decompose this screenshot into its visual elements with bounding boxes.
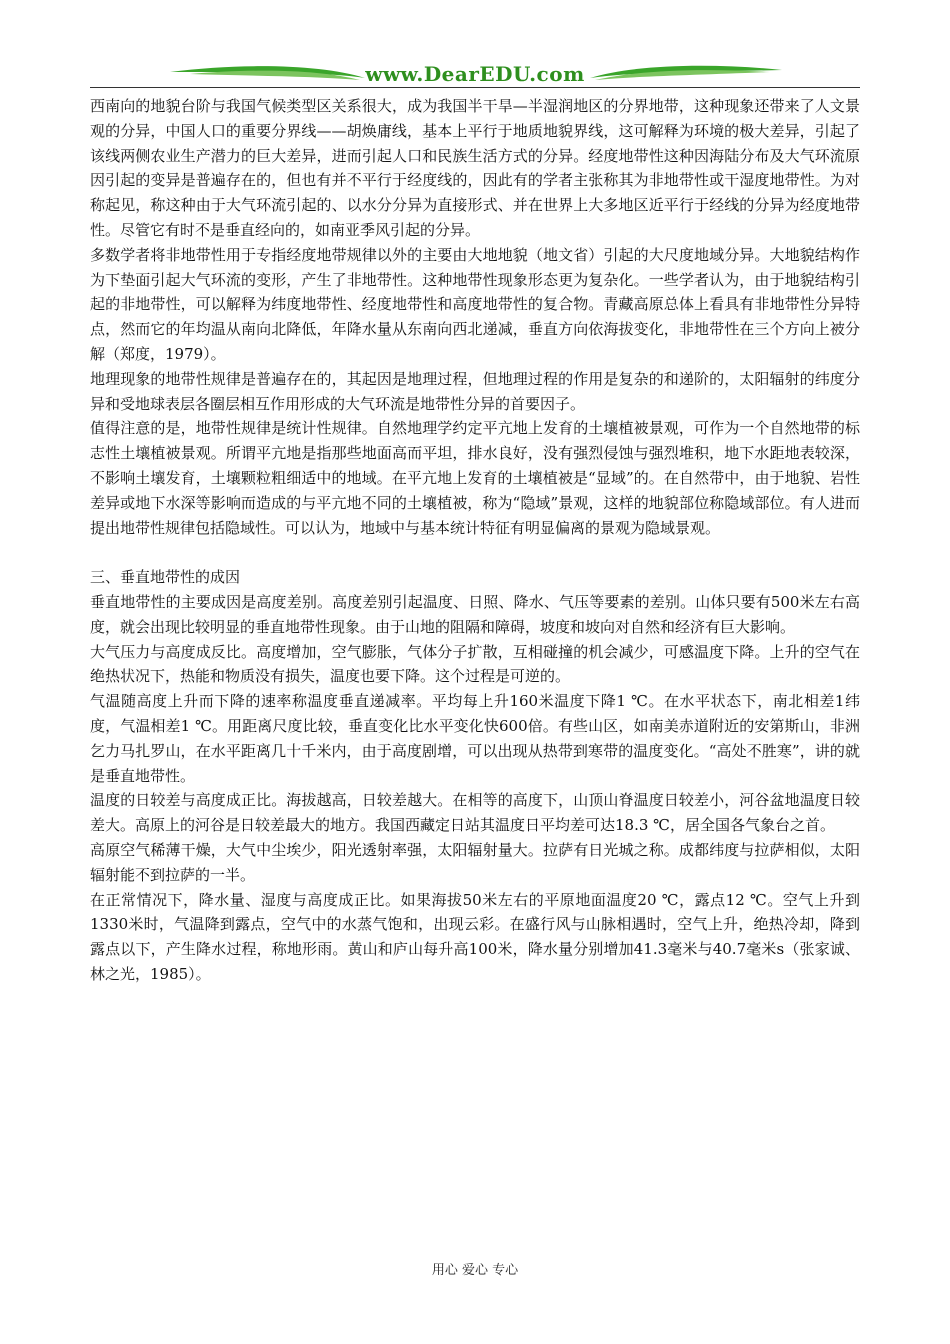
paragraph: 在正常情况下，降水量、湿度与高度成正比。如果海拔50米左右的平原地面温度20 ℃，露点12 ℃。空气上升到1330米时，气温降到露点，空气中的水蒸气饱和，出现云彩。在盛行风与山脉相遇时，空气上升，绝热冷却，降到露点以下，产生降水过程，称地形雨。黄山和庐山每升高100米，降水量分别增加41.3毫米与40.7毫米s（张家诚、林之光，1985）。 <box>90 890 860 983</box>
site-url: www.DearEDU.com <box>365 62 585 86</box>
paragraph: 垂直地带性的主要成因是高度差别。高度差别引起温度、日照、降水、气压等要素的差别。山体只要有500米左右高度，就会出现比较明显的垂直地带性现象。由于山地的阻隔和障碍，坡度和坡向对自然和经济有巨大影响。 <box>90 592 860 636</box>
paragraph: 气温随高度上升而下降的速率称温度垂直递减率。平均每上升160米温度下降1 ℃。在水平状态下，南北相差1纬度，气温相差1 ℃。用距离尺度比较，垂直变化比水平变化快600倍。有些山区，如南美赤道附近的安第斯山，非洲乞力马扎罗山，在水平距离几十千米内，由于高度剧增，可以出现从热带到寒带的温度变化。“高处不胜寒”，讲的就是垂直地带性。 <box>90 692 860 785</box>
paragraph: 温度的日较差与高度成正比。海拔越高，日较差越大。在相等的高度下，山顶山脊温度日较差小，河谷盆地温度日较差大。高原上的河谷是日较差最大的地方。我国西藏定日站其温度日平均差可达18.3 ℃，居全国各气象台之首。 <box>90 791 860 835</box>
section-heading: 三、垂直地带性的成因 <box>90 568 241 587</box>
header-rule <box>90 87 860 88</box>
document-body <box>90 94 860 987</box>
paragraph: 西南向的地貌台阶与我国气候类型区关系很大，成为我国半干旱—半湿润地区的分界地带，这种现象还带来了人文景观的分异，中国人口的重要分界线——胡焕庸线，基本上平行于地质地貌界线，这可解释为环境的极大差异，引起了该线两侧农业生产潜力的巨大差异，进而引起人口和民族生活方式的分异。经度地带性这种因海陆分布及大气环流原因引起的变异是普遍存在的，但也有并不平行于经度线的，因此有的学者主张称其为非地带性或干湿度地带性。为对称起见，称这种由于大气环流引起的、以水分分异为直接形式、并在世界上大多地区近平行于经线的分异为经度地带性。尽管它有时不是垂直经向的，如南亚季风引起的分异。 <box>90 97 860 239</box>
paragraph: 多数学者将非地带性用于专指经度地带规律以外的主要由大地地貌（地文省）引起的大尺度地域分异。大地貌结构作为下垫面引起大气环流的变形，产生了非地带性。这种地带性现象形态更为复杂化。一些学者认为，由于地貌结构引起的非地带性，可以解释为纬度地带性、经度地带性和高度地带性的复合物。青藏高原总体上看具有非地带性分异特点，然而它的年均温从南向北降低，年降水量从东南向西北递减，垂直方向依海拔变化，非地带性在三个方向上被分解（郑度，1979）。 <box>90 245 860 363</box>
paragraph: 大气压力与高度成反比。高度增加，空气膨胀，气体分子扩散，互相碰撞的机会减少，可感温度下降。上升的空气在绝热状况下，热能和物质没有损失，温度也要下降。这个过程是可逆的。 <box>90 642 860 686</box>
paragraph: 值得注意的是，地带性规律是统计性规律。自然地理学约定平亢地上发育的土壤植被景观，可作为一个自然地带的标志性土壤植被景观。所谓平亢地是指那些地面高而平坦，排水良好，没有强烈侵蚀与强烈堆积，地下水距地表较深，不影响土壤发育，土壤颗粒粗细适中的地域。在平亢地上发育的土壤植被是“显域”的。在自然带中，由于地貌、岩性差异或地下水深等影响而造成的与平亢地不同的土壤植被，称为“隐域”景观，这样的地貌部位称隐域部位。有人进而提出地带性规律包括隐域性。可以认为，地域中与基本统计特征有明显偏离的景观为隐域景观。 <box>90 419 860 537</box>
paragraph: 高原空气稀薄干燥，大气中尘埃少，阳光透射率强，太阳辐射量大。拉萨有日光城之称。成都纬度与拉萨相似，太阳辐射能不到拉萨的一半。 <box>90 840 860 884</box>
blank-line <box>90 540 860 565</box>
page-footer: 用心 爱心 专心 <box>431 1263 519 1278</box>
paragraph: 地理现象的地带性规律是普遍存在的，其起因是地理过程，但地理过程的作用是复杂的和递阶的，太阳辐射的纬度分异和受地球表层各圈层相互作用形成的大气环流是地带性分异的首要因子。 <box>90 369 860 413</box>
page-header <box>90 60 860 90</box>
